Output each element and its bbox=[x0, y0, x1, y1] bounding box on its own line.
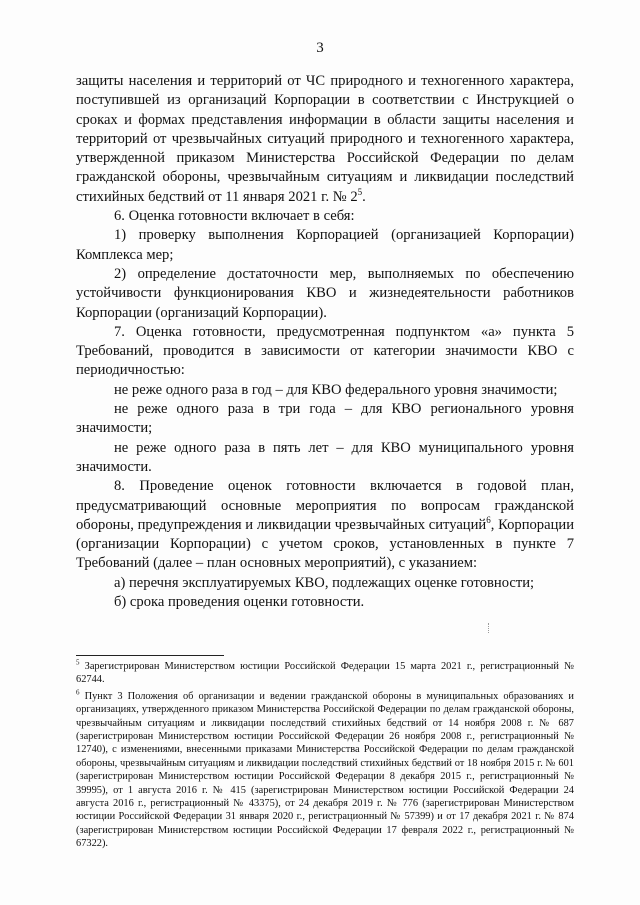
paragraph-item-8-a: а) перечня эксплуатируемых КВО, подлежащих оценке готовности; bbox=[114, 574, 535, 591]
footnote-ref-5: 5 bbox=[357, 186, 363, 197]
footnote-5: $^5$ Зарегистрирован Министерством юстиции Российской Федерации 15 марта 2021 г., регистрационный № 62744. bbox=[76, 658, 574, 686]
paragraph-civil-protection-info: защиты населения и территорий от ЧС природного и техногенного характера, поступившей из организаций Корпорации в соответствии с Инструкцией о сроках и формах представления информации в области защиты населения и территорий от чрезвычайных ситуаций природного и техногенного характера, утвержденной приказом Министерства Российской Федерации по делам гражданской обороны, чрезвычайным ситуациям и ликвидации последствий стихийных бедствий от 11 января 2021 г. № $2^5$. bbox=[76, 73, 574, 205]
scan-artifact bbox=[488, 623, 491, 633]
paragraph-item-6-1: 1) проверку выполнения Корпорацией (организацией Корпорации) Комплекса мер; bbox=[76, 227, 574, 263]
paragraph-item-7-municipal: не реже одного раза в пять лет – для КВО муниципального уровня значимости. bbox=[76, 439, 574, 475]
footnote-separator bbox=[76, 655, 224, 656]
paragraph-item-8-b: б) срока проведения оценки готовности. bbox=[114, 594, 365, 611]
page-number: 3 bbox=[316, 40, 324, 56]
paragraph-item-7-federal: не реже одного раза в год – для КВО федерального уровня значимости; bbox=[114, 381, 558, 398]
footnote-6: $^6$ Пункт 3 Положения об организации и ведении гражданской обороны в муниципальных образованиях и организациях, утвержденного приказом Министерства Российской Федерации по делам гражданской обороны, чрезвычайным ситуациям и ликвидации последствий стихийных бедствий от 14 ноября 2008 г. № 687 (зарегистрирован Министерством юстиции Российской Федерации 26 ноября 2008 г., регистрационный № 12740), с изменениями, внесенными приказами Министерства Российской Федерации по делам гражданской обороны, чрезвычайным ситуациям и ликвидации последствий стихийных бедствий от 18 ноября 2015 г. № 601 (зарегистрирован Министерством юстиции Российской Федерации 8 декабря 2015 г., регистрационный № 39995), от 1 августа 2016 г. № 415 (зарегистрирован Министерством юстиции Российской Федерации 24 августа 2016 г., регистрационный № 43375), от 24 декабря 2019 г. № 776 (зарегистрирован Министерством юстиции Российской Федерации 31 января 2020 г., регистрационный № 57399) и от 17 декабря 2021 г. № 874 (зарегистрирован Министерством юстиции Российской Федерации 17 февраля 2022 г., регистрационный № 67322). bbox=[76, 688, 574, 850]
paragraph-item-6: 6. Оценка готовности включает в себя: bbox=[114, 208, 355, 225]
paragraph-item-6-2: 2) определение достаточности мер, выполняемых по обеспечению устойчивости функционирования КВО и жизнедеятельности работников Корпорации (организаций Корпорации). bbox=[76, 265, 574, 321]
paragraph-item-7-regional: не реже одного раза в три года – для КВО регионального уровня значимости; bbox=[76, 401, 574, 437]
footnote-ref-6: 6 bbox=[486, 514, 491, 525]
paragraph-item-8: 8. Проведение оценок готовности включается в годовой план, предусматривающий основные мероприятия по вопросам гражданской обороны, предупреждения и ликвидации чрезвычайных ситуаций$^6$, Корпорации (организации Корпорации) с учетом сроков, установленных в пункте 7 Требований (далее – план основных мероприятий), с указанием: bbox=[76, 478, 575, 572]
paragraph-item-7: 7. Оценка готовности, предусмотренная подпунктом «а» пункта 5 Требований, проводится в зависимости от категории значимости КВО с периодичностью: bbox=[76, 323, 574, 379]
footnotes bbox=[76, 660, 574, 854]
body-text bbox=[76, 72, 574, 612]
